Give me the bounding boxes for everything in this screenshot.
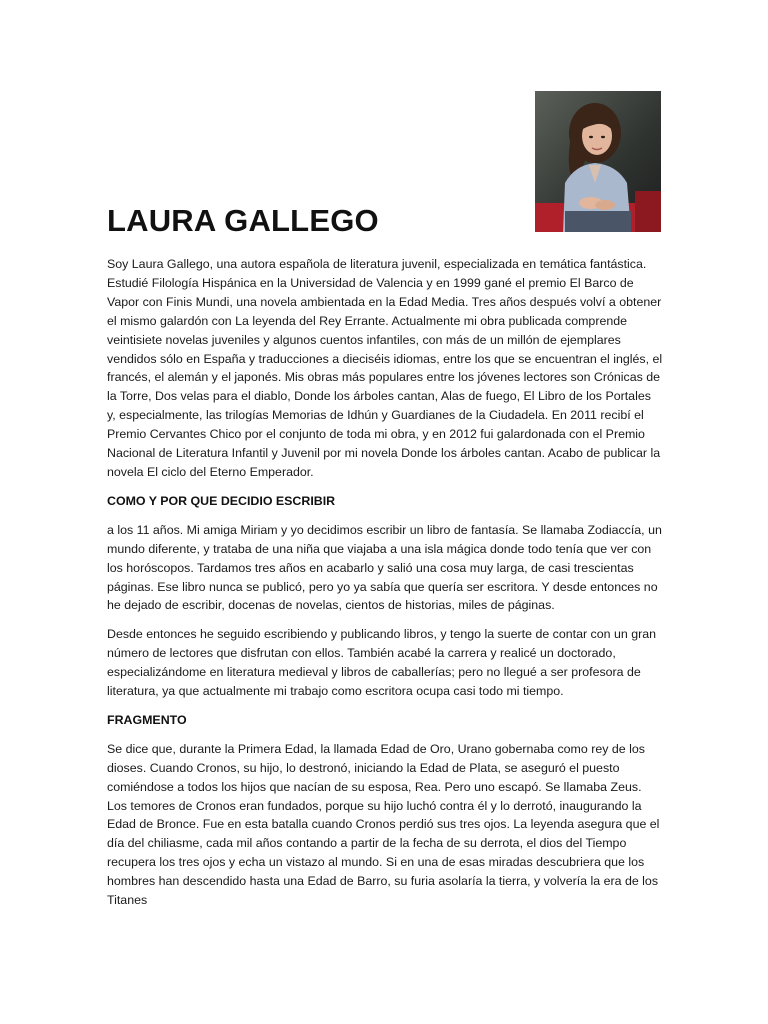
- intro-paragraph: Soy Laura Gallego, una autora española de literatura juvenil, especializada en temática fantástica. Estudié Filología Hispánica en la Universidad de Valencia y en 1999 gané el premio El Barco de Vapor con Finis Mundi, una novela ambientada en la Edad Media. Tres años después volví a obtener el mismo galardón con La leyenda del Rey Errante. Actualmente mi obra publicada comprende veintisiete novelas juveniles y algunos cuentos infantiles, con más de un millón de ejemplares vendidos sólo en España y traducciones a dieciséis idiomas, entre los que se encuentran el inglés, el francés, el alemán y el japonés. Mis obras más populares entre los jóvenes lectores son Crónicas de la Torre, Dos velas para el diablo, Donde los árboles cantan, Alas de fuego, El Libro de los Portales y, especialmente, las trilogías Memorias de Idhún y Guardianes de la Ciudadela. En 2011 recibí el Premio Cervantes Chico por el conjunto de toda mi obra, y en 2012 fui galardonada con el Premio Nacional de Literatura Infantil y Juvenil por mi novela Donde los árboles cantan. Acabo de publicar la novela El ciclo del Eterno Emperador.: [107, 257, 663, 479]
- author-portrait-image: [535, 91, 661, 232]
- section-heading-escribir: COMO Y POR QUE DECIDIO ESCRIBIR: [107, 493, 336, 508]
- document-body: [107, 255, 663, 920]
- page-title: LAURA GALLEGO: [107, 203, 379, 238]
- author-photo: [535, 91, 661, 232]
- escribir-paragraph-2: Desde entonces he seguido escribiendo y publicando libros, y tengo la suerte de contar con un gran número de lectores que disfrutan con ellos. También acabé la carrera y realicé un doctorado, especializándome en literatura medieval y libros de caballerías; pero no llegué a ser profesora de literatura, ya que actualmente mi trabajo como escritora ocupa casi todo mi tiempo.: [107, 627, 656, 699]
- fragmento-paragraph: Se dice que, durante la Primera Edad, la llamada Edad de Oro, Urano gobernaba como rey de los dioses. Cuando Cronos, su hijo, lo destronó, iniciando la Edad de Plata, se aseguró el puesto comiéndose a todos los hijos que nacían de su esposa, Rea. Pero uno escapó. Se llamaba Zeus. Los temores de Cronos eran fundados, porque su hijo luchó contra él y lo derrotó, inaugurando la Edad de Bronce. Fue en esta batalla cuando Cronos perdió sus tres ojos. La leyenda asegura que el día del chiliasme, cada mil años contando a partir de la fecha de su derrota, el dios del Tiempo recupera los tres ojos y echa un vistazo al mundo. Si en una de esas miradas descubriera que los hombres han descendido hasta una Edad de Barro, su furia asolaría la tierra, y volvería la era de los Titanes: [107, 741, 660, 908]
- escribir-paragraph-1: a los 11 años. Mi amiga Miriam y yo decidimos escribir un libro de fantasía. Se llamaba Zodiaccía, un mundo diferente, y trataba de una niña que viajaba a una isla mágica donde todo tenía que ver con los horóscopos. Tardamos tres años en acabarlo y salió una cosa muy larga, de casi trescientas páginas. Ese libro nunca se publicó, pero yo ya sabía que quería ser escritora. Y desde entonces no he dejado de escribir, docenas de novelas, cientos de historias, miles de páginas.: [107, 522, 662, 613]
- section-heading-fragmento: FRAGMENTO: [107, 712, 187, 727]
